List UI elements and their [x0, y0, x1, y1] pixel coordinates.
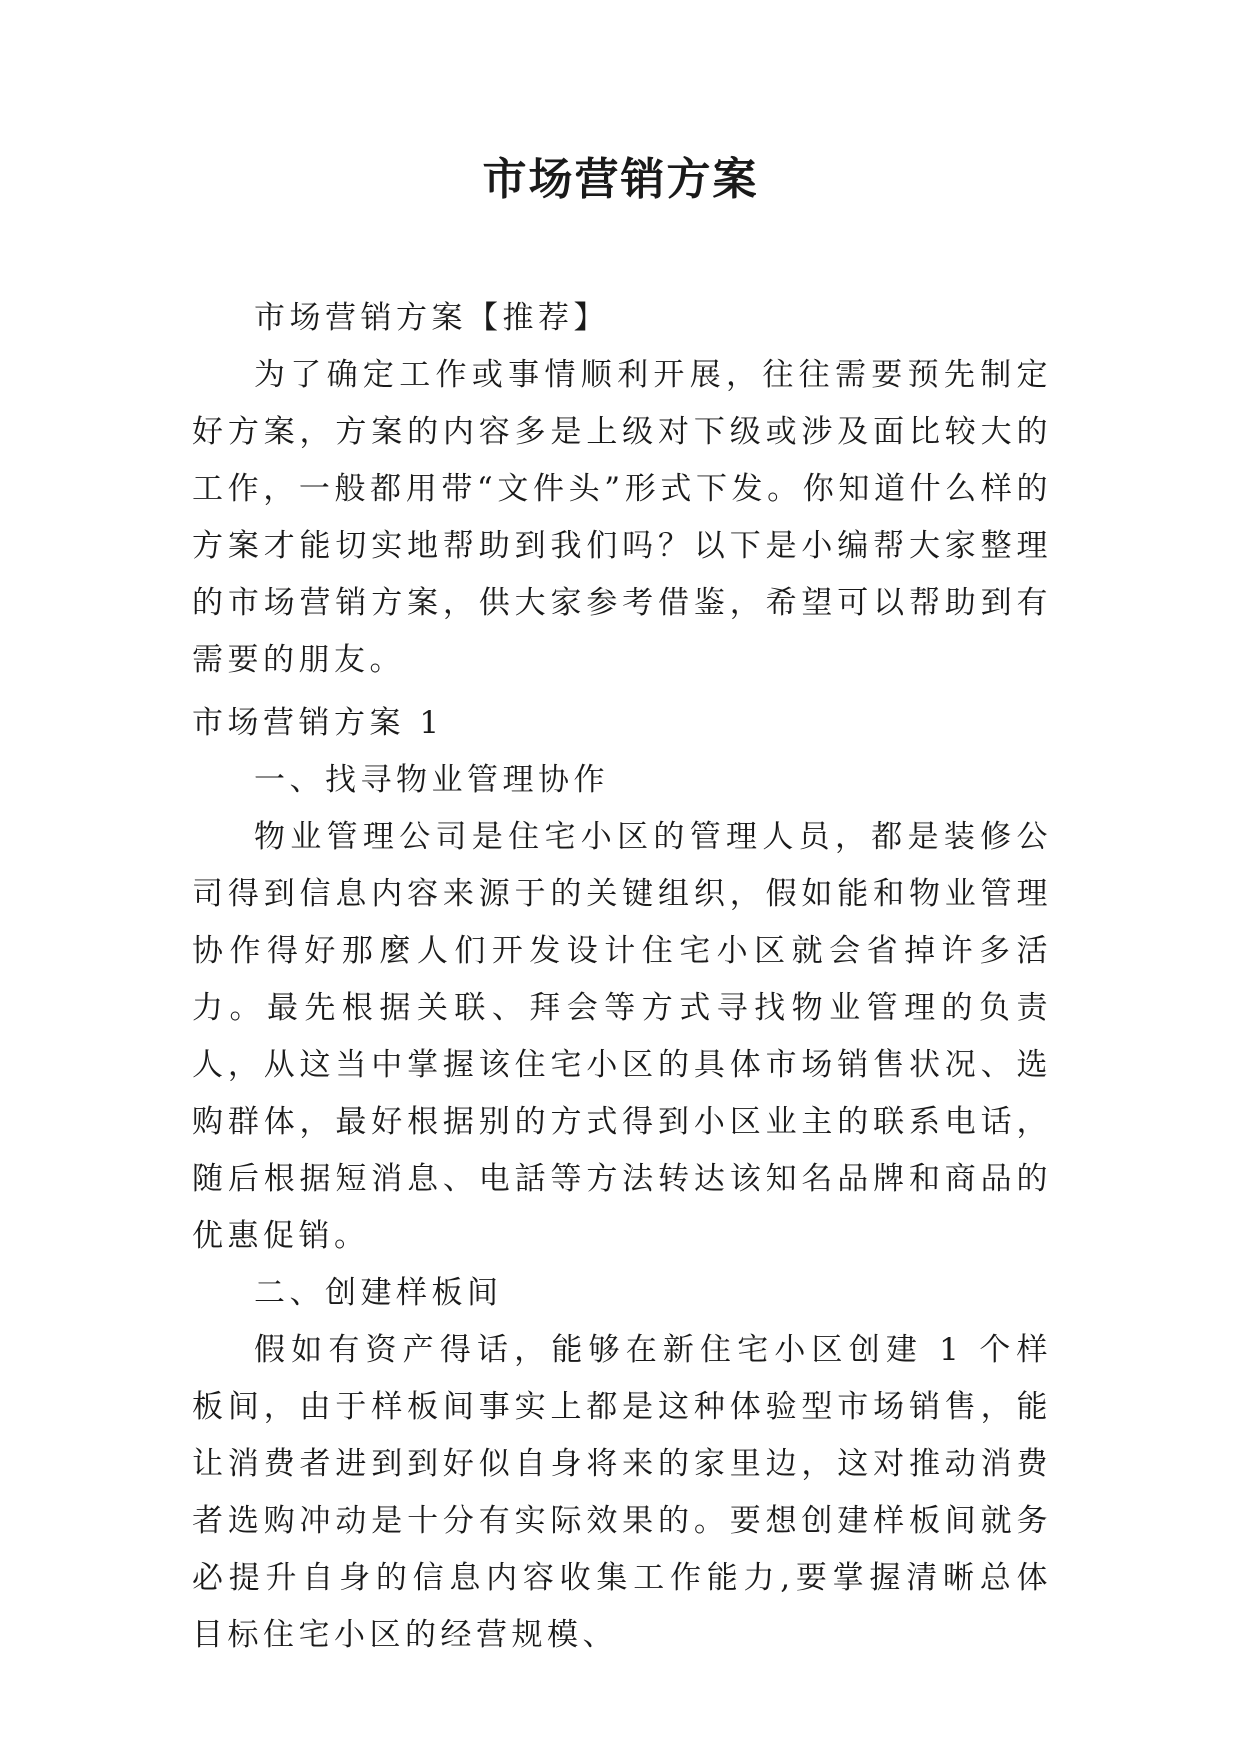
document-title: 市场营销方案: [482, 154, 759, 205]
intro-paragraph: 为了确定工作或事情顺利开展，往往需要预先制定好方案，方案的内容多是上级对下级或涉及面比较大的工作，一般都用带“文件头”形式下发。你知道什么样的方案才能切实地帮助到我们吗？以下是小编帮大家整理的市场营销方案，供大家参考借鉴，希望可以帮助到有需要的朋友。: [192, 357, 1052, 678]
paragraph-2: 假如有资产得话，能够在新住宅小区创建 1 个样板间，由于样板间事实上都是这种体验型市场销售，能让消费者进到到好似自身将来的家里边，这对推动消费者选购冲动是十分有实际效果的。要想创建样板间就务必提升自身的信息内容收集工作能力,要掌握清晰总体目标住宅小区的经营规模、: [192, 1332, 1052, 1653]
heading-1: 一、找寻物业管理协作: [254, 762, 609, 798]
intro-block: [192, 290, 1052, 689]
paragraph-1: 物业管理公司是住宅小区的管理人员，都是装修公司得到信息内容来源于的关键组织，假如能和物业管理协作得好那麼人们开发设计住宅小区就会省掉许多活力。最先根据关联、拜会等方式寻找物业管理的负责人，从这当中掌握该住宅小区的具体市场销售状况、选购群体，最好根据别的方式得到小区业主的联系电话，随后根据短消息、电話等方法转达该知名品牌和商品的优惠促销。: [192, 819, 1052, 1254]
subtitle: 市场营销方案【推荐】: [254, 300, 609, 336]
heading-2: 二、创建样板间: [254, 1275, 503, 1311]
section-title: 市场营销方案 1: [192, 705, 444, 741]
section-block: [192, 695, 1052, 1664]
